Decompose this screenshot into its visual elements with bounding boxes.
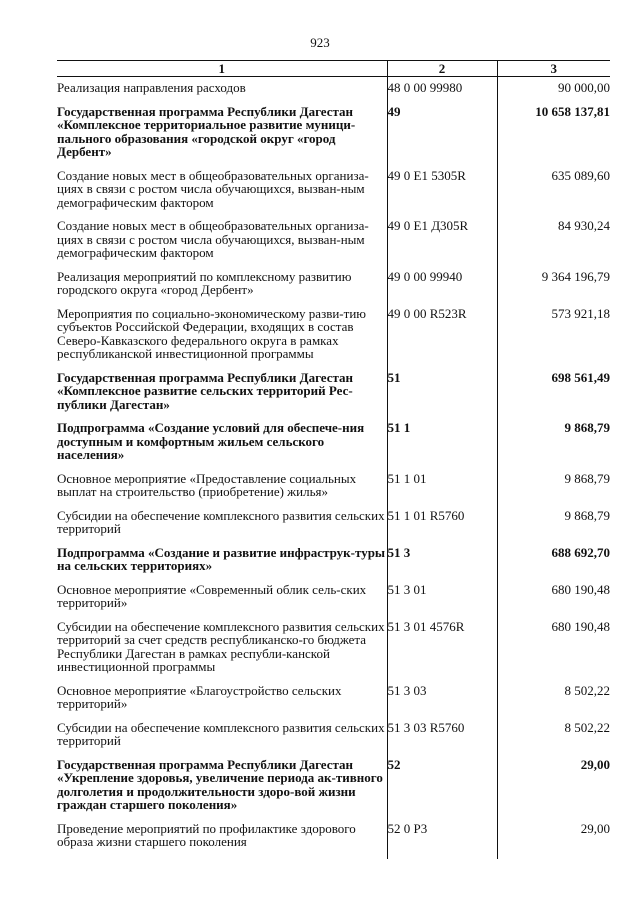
row-name: Реализация мероприятий по комплексному развитию городского округа «город Дербент» [57,268,352,297]
row-code: 49 0 E1 5305R [387,169,497,220]
column-header-2: 2 [387,61,497,77]
row-code: 51 3 01 4576R [387,620,497,684]
row-amount: 9 868,79 [497,472,610,509]
table-row [57,421,610,472]
row-code: 49 0 00 99940 [387,270,497,307]
row-amount: 8 502,22 [497,721,610,758]
table-row [57,684,610,721]
table-row [57,822,610,859]
row-code: 49 0 00 R523R [387,307,497,371]
row-code: 48 0 00 99980 [387,77,497,105]
row-name: Субсидии на обеспечение комплексного развития сельских территорий [57,719,385,748]
row-code: 52 [387,758,497,822]
budget-table [57,60,610,859]
row-amount: 8 502,22 [497,684,610,721]
row-name: Субсидии на обеспечение комплексного развития сельских территорий [57,507,385,536]
column-header-3: 3 [497,61,610,77]
row-name: Реализация направления расходов [57,80,246,95]
row-name: Проведение мероприятий по профилактике здорового образа жизни старшего поколения [57,820,356,849]
row-name: Государственная программа Республики Дагестан «Укрепление здоровья, увеличение периода ак-тивного долголетия и продолжительности здоро-вой жизни граждан старшего поколения» [57,756,383,812]
table-row [57,583,610,620]
table-row [57,307,610,371]
row-code: 52 0 P3 [387,822,497,859]
row-amount: 10 658 137,81 [497,105,610,169]
row-name: Мероприятия по социально-экономическому разви-тию субъектов Российской Федерации, входящих в состав Северо-Кавказского федерального округа в рамках республиканской инвестиционной программы [57,305,366,361]
row-amount: 680 190,48 [497,620,610,684]
row-code: 51 [387,371,497,422]
row-amount: 29,00 [497,758,610,822]
table-header-row [57,61,610,77]
row-amount: 688 692,70 [497,546,610,583]
table-row [57,758,610,822]
row-code: 49 [387,105,497,169]
row-code: 51 3 03 R5760 [387,721,497,758]
row-amount: 29,00 [497,822,610,859]
row-name: Государственная программа Республики Дагестан «Комплексное развитие сельских территорий Рес-публики Дагестан» [57,369,354,412]
row-amount: 9 868,79 [497,509,610,546]
table-row [57,546,610,583]
row-amount: 698 561,49 [497,371,610,422]
row-code: 51 3 [387,546,497,583]
table-row [57,105,610,169]
row-amount: 9 868,79 [497,421,610,472]
row-code: 51 1 [387,421,497,472]
row-name: Основное мероприятие «Предоставление социальных выплат на строительство (приобретение) жилья» [57,470,357,499]
page-number: 923 [310,35,330,50]
row-code: 51 3 01 [387,583,497,620]
row-amount: 9 364 196,79 [497,270,610,307]
table-row [57,169,610,220]
table-row [57,509,610,546]
row-amount: 573 921,18 [497,307,610,371]
table-row [57,270,610,307]
table-row [57,371,610,422]
row-code: 51 1 01 R5760 [387,509,497,546]
row-amount: 680 190,48 [497,583,610,620]
row-name: Основное мероприятие «Благоустройство сельских территорий» [57,682,342,711]
table-row [57,472,610,509]
row-amount: 635 089,60 [497,169,610,220]
row-name: Подпрограмма «Создание условий для обеспече-ния доступным и комфортным жильем сельского населения» [57,420,365,462]
row-code: 51 3 03 [387,684,497,721]
row-amount: 84 930,24 [497,219,610,270]
table-row [57,620,610,684]
table-row [57,721,610,758]
row-code: 49 0 E1 Д305R [387,219,497,270]
row-code: 51 1 01 [387,472,497,509]
table-row [57,219,610,270]
row-name: Создание новых мест в общеобразовательных организа-циях в связи с ростом числа обучающихся, вызван-ным демографическим фактором [57,218,369,260]
row-name: Государственная программа Республики Дагестан «Комплексное территориальное развитие муници-пального образования «городской округ «город Дербент» [57,103,356,159]
row-name: Подпрограмма «Создание и развитие инфраструк-туры на сельских территориях» [57,544,386,573]
row-name: Субсидии на обеспечение комплексного развития сельских территорий за счет средств республиканско-го бюджета Республики Дагестан в рамках республи-канской инвестиционной программы [57,618,385,674]
row-amount: 90 000,00 [497,77,610,105]
row-name: Основное мероприятие «Современный облик сель-ских территорий» [57,581,367,610]
row-name: Создание новых мест в общеобразовательных организа-циях в связи с ростом числа обучающихся, вызван-ным демографическим фактором [57,167,369,210]
column-header-1: 1 [57,61,387,77]
table-row [57,77,610,105]
